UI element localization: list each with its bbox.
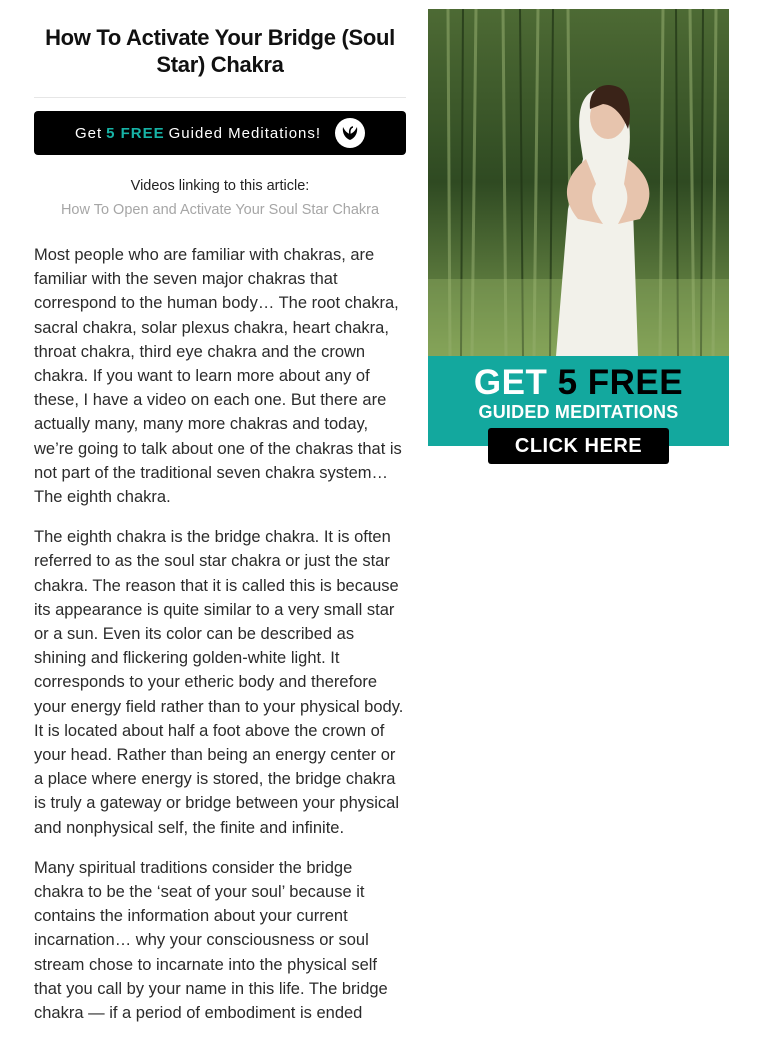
ad-click-here-button[interactable]: CLICK HERE [488, 428, 669, 464]
promo-suffix: Guided Meditations! [168, 124, 322, 142]
videos-label: Videos linking to this article: [130, 178, 310, 194]
title-divider [34, 97, 406, 98]
article-body [34, 243, 406, 1025]
ad-headline [428, 364, 729, 402]
promo-prefix: Get [74, 124, 103, 142]
ad-headline-5-free: 5 FREE [557, 363, 684, 402]
promo-highlight: 5 FREE [106, 124, 165, 142]
paragraph-3: Many spiritual traditions consider the bridge chakra to be the ‘seat of your soul’ because it contains the information about your current incarnation… why your consciousness or soul stream chose to incarnate into the physical self that you call by your name in this life. The bridge chakra — if a period of embodiment is ended [34, 858, 388, 1023]
article-title: How To Activate Your Bridge (Soul Star) Chakra [45, 25, 395, 77]
ad-headline-get: GET [473, 363, 548, 402]
ad-subheadline: GUIDED MEDITATIONS [478, 402, 679, 422]
meditation-ad[interactable] [428, 9, 729, 464]
paragraph-2: The eighth chakra is the bridge chakra. It is often referred to as the soul star chakra or just the star chakra. The reason that it is called this is because its appearance is quite similar to a very small star or a sun. Even its color can be described as shining and flickering golden-white light. It corresponds to your etheric body and therefore your energy field rather than to your physical body. It is located about half a foot above the crown of your head. Rather than being an energy center or a place where energy is stored, the bridge chakra is truly a gateway or bridge between your physical and nonphysical self, the finite and infinite. [34, 528, 404, 837]
ad-photo-woman-in-forest [428, 9, 729, 356]
paragraph-1: Most people who are familiar with chakras, are familiar with the seven major chakras that correspond to the human body… The root chakra, sacral chakra, solar plexus chakra, heart chakra, throat chakra, third eye chakra and the crown chakra. If you want to learn more about any of these, I have a video on each one. But there are actually many, many more chakras and today, we’re going to talk about one of the chakras that is not part of the traditional seven chakra system… The eighth chakra. [34, 246, 402, 507]
soul-star-video-link[interactable]: How To Open and Activate Your Soul Star Chakra [60, 202, 380, 218]
article-column [34, 0, 406, 1041]
videos-section [34, 174, 406, 222]
swan-logo-icon [335, 118, 365, 148]
free-meditations-banner[interactable] [34, 111, 406, 155]
